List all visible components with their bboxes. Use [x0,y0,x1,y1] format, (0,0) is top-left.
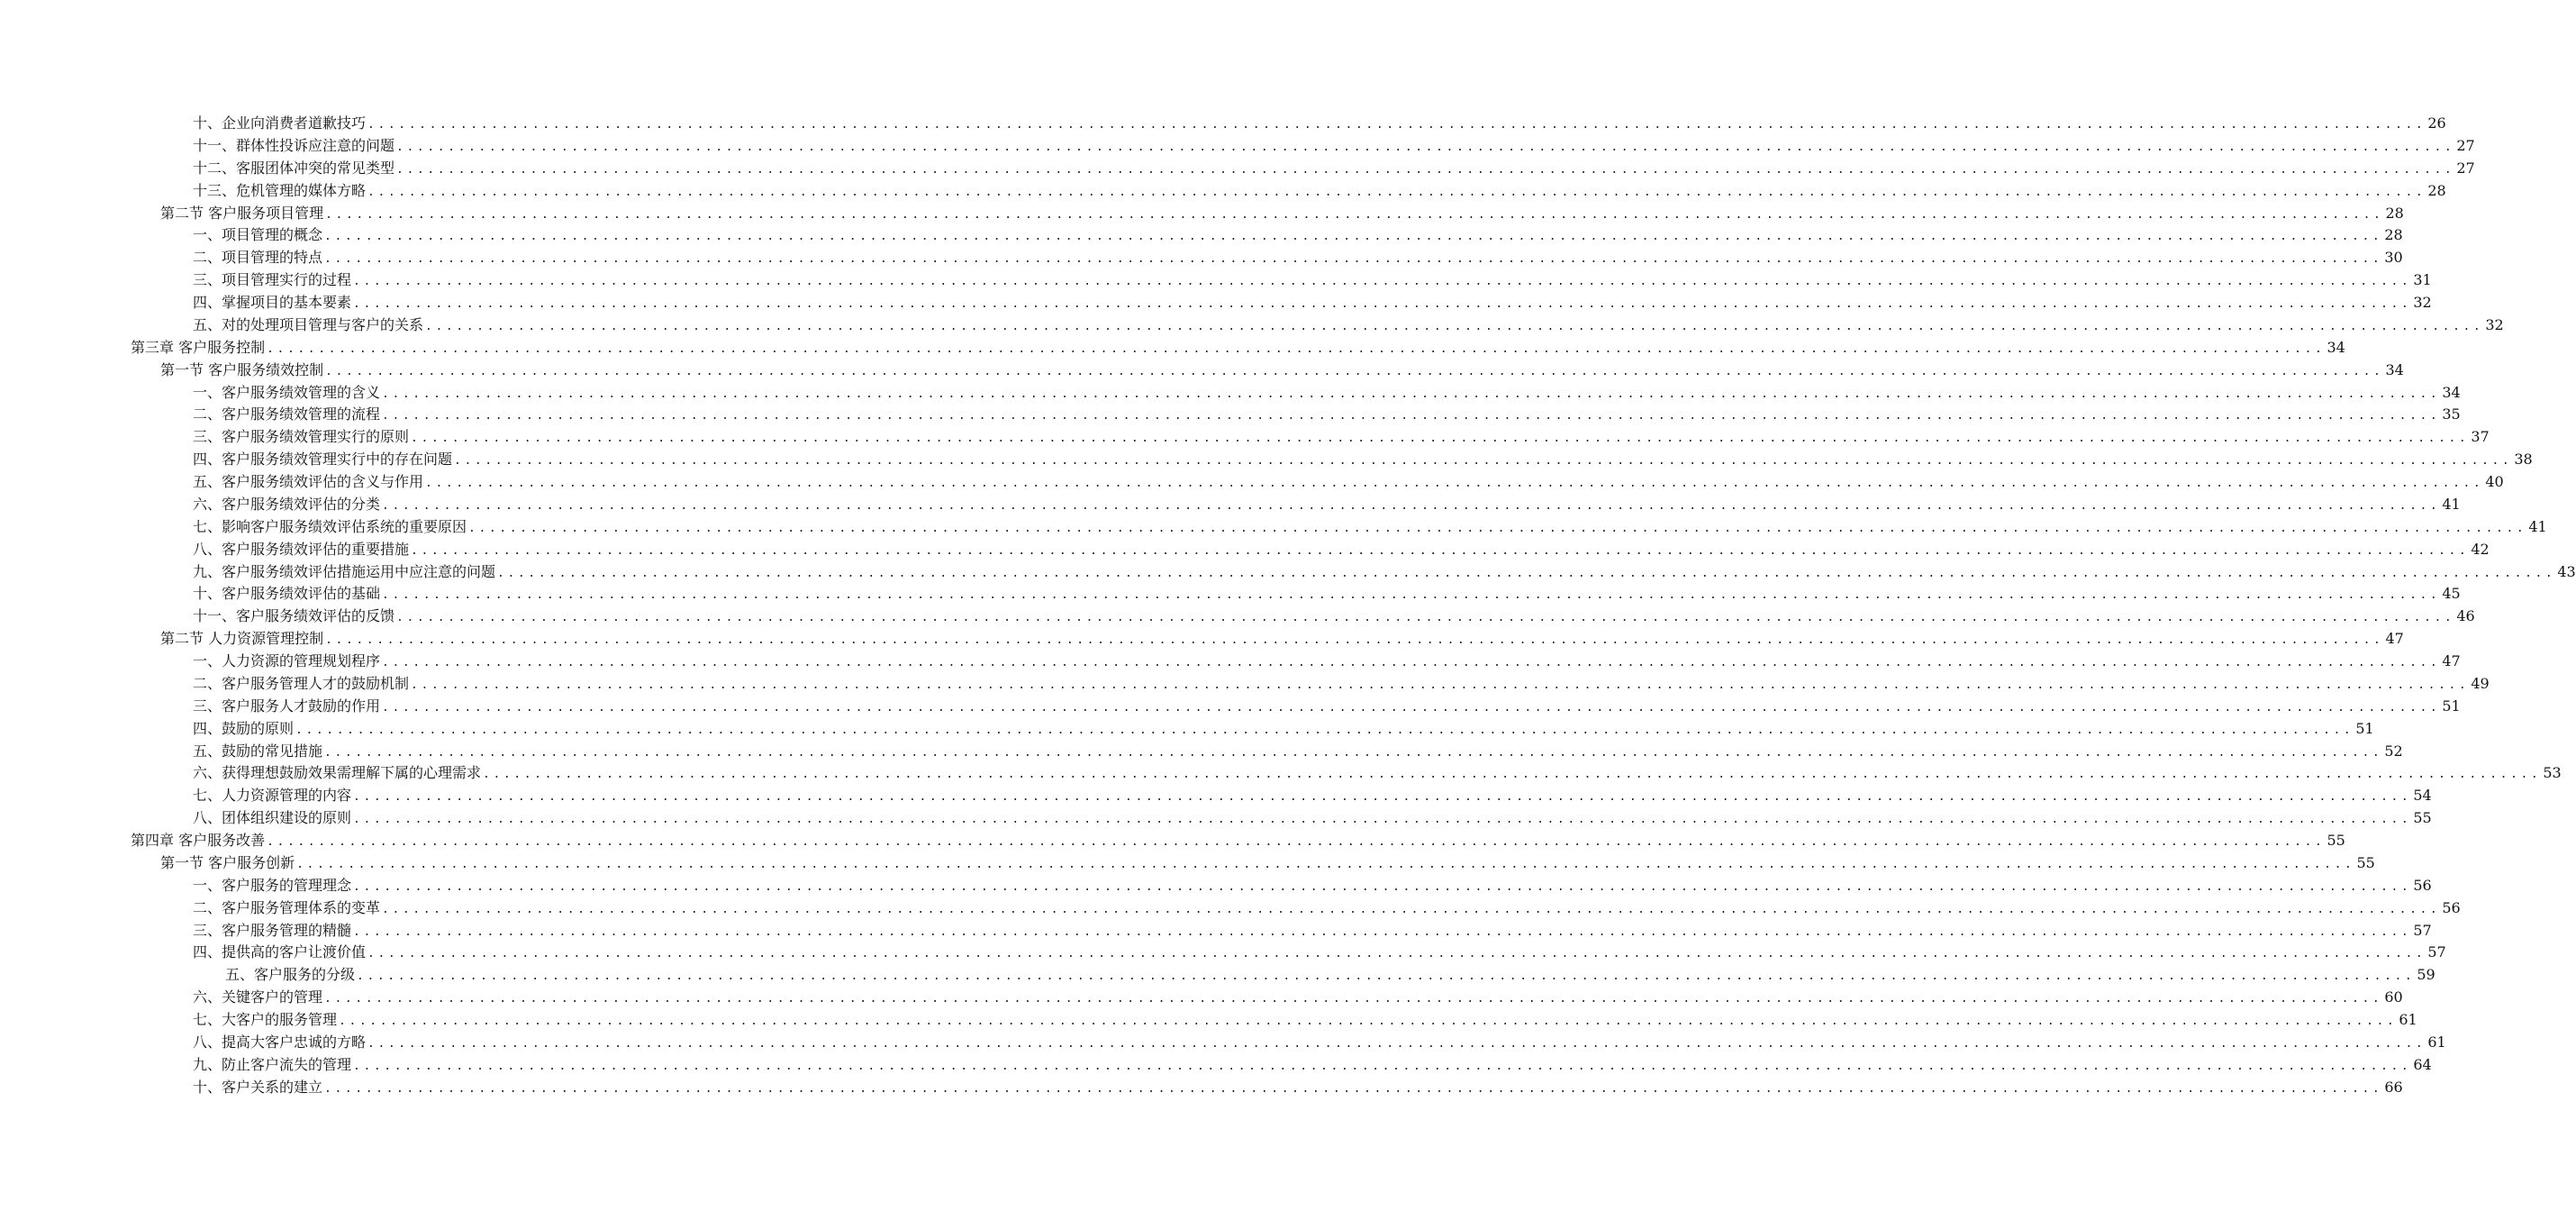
toc-dot-leader: ........................................................................................................................................................................................................ [324,230,2383,244]
toc-entry-page-number: 59 [2417,966,2435,984]
toc-entry-label: 九、客户服务绩效评估措施运用中应注意的问题 [193,562,496,580]
toc-entry-page-number: 40 [2485,473,2504,490]
toc-entry-page-number: 54 [2413,787,2432,805]
toc-entry-page-number: 47 [2442,652,2461,669]
toc-entry-label: 七、人力资源管理的内容 [193,787,352,805]
toc-entry-page-number: 55 [2327,832,2345,849]
toc-dot-leader: ........................................................................................................................................................................................................ [267,341,2326,356]
toc-entry-page-number: 41 [2528,517,2547,535]
toc-entry-label: 七、影响客户服务绩效评估系统的重要原因 [193,517,467,535]
toc-entry[interactable] [0,113,2446,135]
toc-entry[interactable] [0,673,2490,696]
toc-entry[interactable] [0,920,2432,942]
toc-dot-leader: ........................................................................................................................................................................................................ [267,835,2326,849]
toc-entry[interactable] [0,852,2375,875]
toc-entry-label: 五、客户服务绩效评估的含义与作用 [193,473,424,490]
toc-entry[interactable] [0,180,2446,203]
toc-dot-leader: ........................................................................................................................................................................................................ [325,364,2384,378]
toc-dot-leader: ........................................................................................................................................................................................................ [382,902,2441,916]
toc-entry-page-number: 66 [2384,1078,2403,1096]
toc-entry-label: 一、人力资源的管理规划程序 [193,652,381,669]
toc-entry-page-number: 45 [2442,585,2461,603]
toc-entry-page-number: 32 [2413,294,2432,311]
toc-entry-page-number: 64 [2413,1055,2432,1073]
toc-entry-page-number: 26 [2427,114,2446,132]
toc-dot-leader: ........................................................................................................................................................................................................ [396,162,2455,177]
toc-entry-page-number: 51 [2355,719,2374,737]
toc-entry[interactable] [0,807,2432,830]
toc-entry[interactable] [0,897,2461,920]
toc-entry[interactable] [0,494,2461,516]
toc-entry-label: 五、对的处理项目管理与客户的关系 [193,315,424,333]
toc-dot-leader: ........................................................................................................................................................................................................ [353,297,2412,311]
toc-entry[interactable] [0,382,2461,405]
toc-entry[interactable] [0,337,2345,360]
table-of-contents [0,113,2576,1099]
toc-entry[interactable] [0,987,2403,1009]
toc-entry-page-number: 37 [2471,428,2490,446]
toc-entry-label: 六、获得理想鼓励效果需理解下属的心理需求 [193,764,482,782]
toc-entry-label: 四、提供高的客户让渡价值 [193,943,367,961]
toc-entry[interactable] [0,1054,2432,1077]
toc-entry[interactable] [0,449,2533,471]
toc-entry-label: 第三章 客户服务控制 [131,338,266,356]
toc-entry-label: 三、客户服务绩效管理实行的原则 [193,428,410,446]
toc-entry[interactable] [0,516,2547,539]
toc-entry-page-number: 57 [2427,943,2446,961]
toc-entry-label: 九、防止客户流失的管理 [193,1055,352,1073]
toc-entry[interactable] [0,404,2461,426]
toc-dot-leader: ........................................................................................................................................................................................................ [382,588,2441,603]
toc-entry-label: 二、项目管理的特点 [193,249,323,267]
toc-entry-label: 四、掌握项目的基本要素 [193,294,352,311]
toc-entry-label: 三、客户服务管理的精髓 [193,921,352,939]
toc-entry-page-number: 31 [2413,271,2432,289]
toc-entry[interactable] [0,964,2435,987]
toc-entry-page-number: 28 [2427,181,2446,199]
toc-dot-leader: ........................................................................................................................................................................................................ [324,252,2383,267]
toc-entry-page-number: 56 [2413,876,2432,894]
toc-dot-leader: ........................................................................................................................................................................................................ [382,498,2441,513]
toc-dot-leader: ........................................................................................................................................................................................................ [396,611,2455,625]
toc-entry[interactable] [0,1009,2417,1032]
toc-dot-leader: ........................................................................................................................................................................................................ [353,924,2412,939]
toc-dot-leader: ........................................................................................................................................................................................................ [411,543,2470,558]
toc-entry-label: 十、企业向消费者道歉技巧 [193,114,367,132]
toc-dot-leader: ........................................................................................................................................................................................................ [367,1036,2426,1051]
toc-entry-label: 第二节 人力资源管理控制 [160,630,324,648]
toc-dot-leader: ........................................................................................................................................................................................................ [497,566,2556,580]
toc-entry-page-number: 46 [2456,607,2475,625]
toc-entry-label: 十、客户服务绩效评估的基础 [193,585,381,603]
toc-entry-label: 八、团体组织建设的原则 [193,809,352,827]
toc-dot-leader: ........................................................................................................................................................................................................ [325,207,2384,222]
toc-dot-leader: ........................................................................................................................................................................................................ [411,432,2470,446]
toc-entry-page-number: 34 [2327,338,2345,356]
toc-entry-page-number: 61 [2427,1033,2446,1051]
toc-entry-label: 十一、客户服务绩效评估的反馈 [193,607,395,625]
toc-entry[interactable] [0,741,2403,763]
toc-entry-label: 第四章 客户服务改善 [131,832,266,849]
toc-entry[interactable] [0,1077,2403,1099]
toc-dot-leader: ........................................................................................................................................................................................................ [357,970,2416,984]
toc-entry-label: 六、客户服务绩效评估的分类 [193,495,381,513]
toc-dot-leader: ........................................................................................................................................................................................................ [425,477,2484,490]
toc-entry-label: 一、客户服务绩效管理的含义 [193,383,381,401]
toc-entry-label: 十三、危机管理的媒体方略 [193,181,367,199]
toc-entry-label: 八、提高大客户忠诚的方略 [193,1033,367,1051]
toc-dot-leader: ........................................................................................................................................................................................................ [454,454,2513,469]
toc-dot-leader: ........................................................................................................................................................................................................ [382,700,2441,715]
toc-entry[interactable] [0,875,2432,897]
toc-entry-label: 二、客户服务管理人才的鼓励机制 [193,674,410,692]
toc-entry-label: 六、关键客户的管理 [193,988,323,1006]
toc-dot-leader: ........................................................................................................................................................................................................ [296,857,2355,871]
toc-entry[interactable] [0,247,2403,269]
toc-entry-page-number: 43 [2557,562,2576,580]
toc-dot-leader: ........................................................................................................................................................................................................ [325,633,2384,648]
toc-entry[interactable] [0,1032,2446,1054]
toc-entry-label: 四、鼓励的原则 [193,719,295,737]
toc-entry[interactable] [0,628,2404,651]
toc-dot-leader: ........................................................................................................................................................................................................ [425,319,2484,333]
toc-entry-page-number: 53 [2543,764,2562,782]
toc-entry[interactable] [0,785,2432,807]
toc-entry[interactable] [0,696,2461,718]
toc-entry-page-number: 34 [2442,383,2461,401]
toc-dot-leader: ........................................................................................................................................................................................................ [339,1015,2398,1028]
toc-entry-label: 五、客户服务的分级 [225,966,356,984]
toc-entry-label: 一、客户服务的管理理念 [193,876,352,894]
toc-entry[interactable] [0,203,2404,225]
toc-dot-leader: ........................................................................................................................................................................................................ [367,118,2426,132]
toc-entry-page-number: 35 [2442,405,2461,423]
toc-entry-page-number: 61 [2399,1011,2417,1028]
toc-entry-page-number: 49 [2471,674,2490,692]
toc-entry-page-number: 30 [2384,249,2403,267]
toc-entry-page-number: 38 [2514,451,2533,469]
toc-entry[interactable] [0,224,2403,247]
toc-entry-page-number: 51 [2442,697,2461,715]
toc-dot-leader: ........................................................................................................................................................................................................ [353,1059,2412,1073]
toc-dot-leader: ........................................................................................................................................................................................................ [324,992,2383,1006]
toc-entry[interactable] [0,314,2504,337]
toc-entry-label: 十二、客服团体冲突的常见类型 [193,159,395,177]
toc-dot-leader: ........................................................................................................................................................................................................ [382,387,2441,401]
toc-entry[interactable] [0,269,2432,292]
toc-entry[interactable] [0,942,2446,964]
toc-entry-label: 五、鼓励的常见措施 [193,742,323,760]
toc-entry[interactable] [0,539,2490,561]
toc-entry[interactable] [0,471,2504,494]
toc-entry-page-number: 34 [2385,360,2404,378]
toc-entry-page-number: 28 [2385,204,2404,222]
toc-dot-leader: ........................................................................................................................................................................................................ [324,745,2383,760]
toc-entry-page-number: 32 [2485,315,2504,333]
toc-entry-label: 第二节 客户服务项目管理 [160,204,324,222]
toc-entry-label: 二、客户服务绩效管理的流程 [193,405,381,423]
toc-entry[interactable] [0,426,2490,449]
toc-entry[interactable] [0,651,2461,673]
toc-entry[interactable] [0,583,2461,606]
toc-dot-leader: ........................................................................................................................................................................................................ [324,1081,2383,1096]
toc-dot-leader: ........................................................................................................................................................................................................ [353,275,2412,289]
toc-entry-page-number: 28 [2384,226,2403,244]
toc-entry-page-number: 57 [2413,921,2432,939]
toc-entry-page-number: 42 [2471,540,2490,558]
toc-entry-page-number: 41 [2442,495,2461,513]
toc-dot-leader: ........................................................................................................................................................................................................ [468,521,2527,535]
toc-entry[interactable] [0,606,2475,628]
toc-entry-label: 十、客户关系的建立 [193,1078,323,1096]
toc-entry-label: 十一、群体性投诉应注意的问题 [193,136,395,154]
toc-dot-leader: ........................................................................................................................................................................................................ [367,947,2426,961]
toc-entry-page-number: 55 [2413,809,2432,827]
toc-entry-label: 二、客户服务管理体系的变革 [193,898,381,916]
toc-entry-page-number: 60 [2384,988,2403,1006]
toc-entry[interactable] [0,360,2404,382]
toc-entry-label: 七、大客户的服务管理 [193,1011,338,1028]
toc-entry-page-number: 56 [2442,898,2461,916]
toc-dot-leader: ........................................................................................................................................................................................................ [396,140,2455,154]
toc-entry[interactable] [0,718,2374,741]
toc-dot-leader: ........................................................................................................................................................................................................ [483,768,2542,782]
toc-entry-label: 一、项目管理的概念 [193,226,323,244]
toc-entry-page-number: 52 [2384,742,2403,760]
toc-entry-page-number: 27 [2456,136,2475,154]
toc-entry[interactable] [0,830,2345,852]
toc-dot-leader: ........................................................................................................................................................................................................ [353,813,2412,827]
toc-entry[interactable] [0,292,2432,314]
toc-dot-leader: ........................................................................................................................................................................................................ [295,723,2354,737]
toc-entry[interactable] [0,561,2576,584]
toc-entry-label: 三、客户服务人才鼓励的作用 [193,697,381,715]
toc-entry[interactable] [0,158,2475,180]
toc-dot-leader: ........................................................................................................................................................................................................ [353,790,2412,805]
toc-entry[interactable] [0,762,2562,785]
toc-entry-label: 八、客户服务绩效评估的重要措施 [193,540,410,558]
toc-entry-page-number: 47 [2385,630,2404,648]
toc-dot-leader: ........................................................................................................................................................................................................ [411,678,2470,692]
toc-dot-leader: ........................................................................................................................................................................................................ [382,409,2441,423]
toc-entry-label: 三、项目管理实行的过程 [193,271,352,289]
toc-entry-label: 第一节 客户服务绩效控制 [160,360,324,378]
toc-dot-leader: ........................................................................................................................................................................................................ [353,879,2412,894]
toc-entry-label: 四、客户服务绩效管理实行中的存在问题 [193,451,453,469]
toc-entry-page-number: 27 [2456,159,2475,177]
toc-entry-label: 第一节 客户服务创新 [160,853,295,871]
toc-entry[interactable] [0,135,2475,158]
toc-dot-leader: ........................................................................................................................................................................................................ [367,185,2426,199]
toc-dot-leader: ........................................................................................................................................................................................................ [382,656,2441,669]
toc-entry-page-number: 55 [2356,853,2375,871]
